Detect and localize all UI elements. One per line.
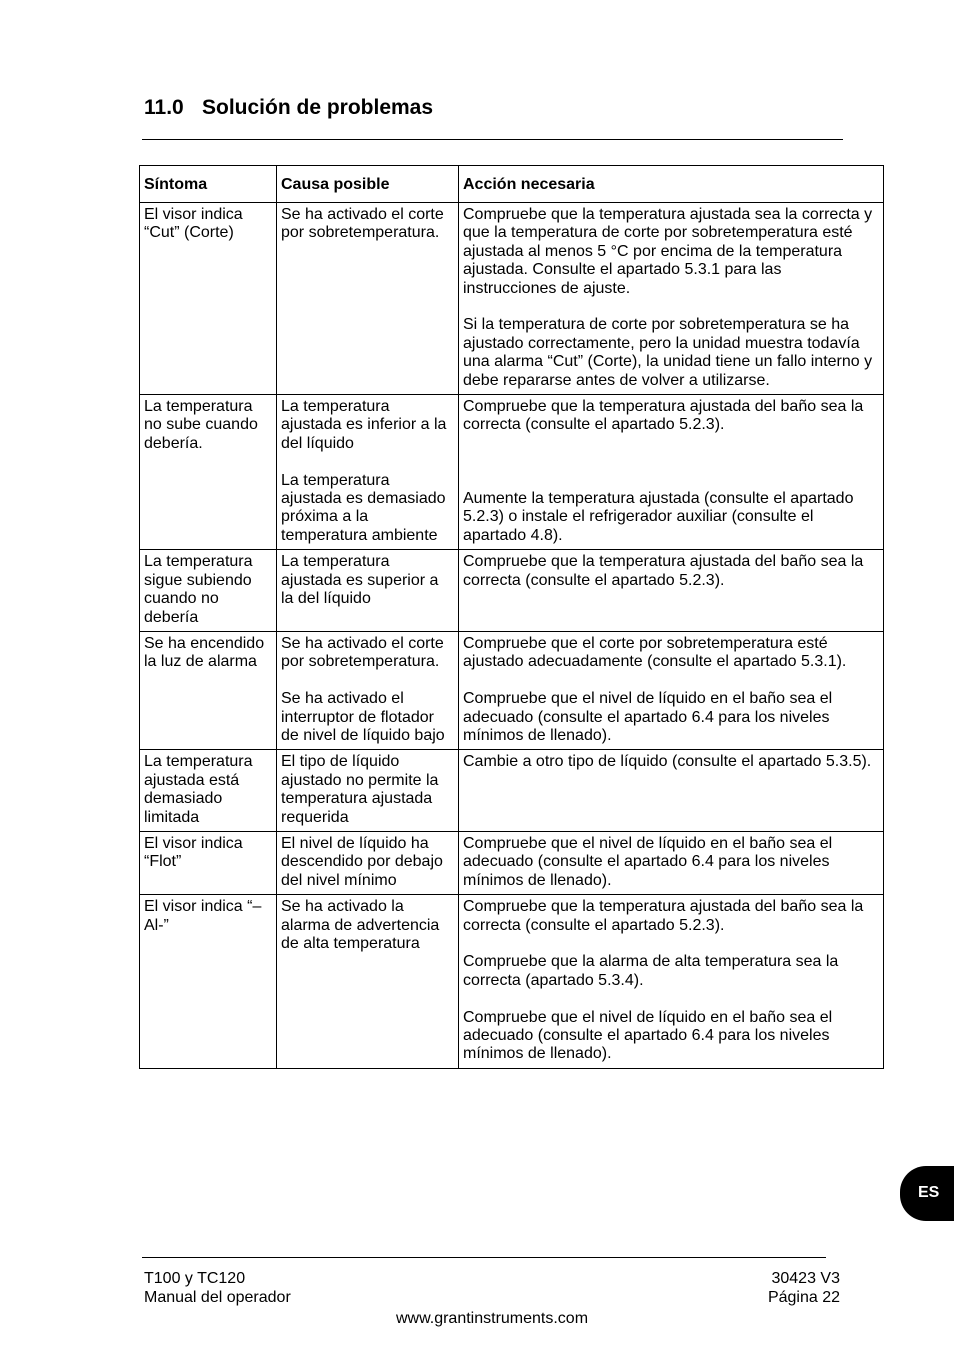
- action-text: Compruebe que la temperatura ajustada del baño sea la correcta (consulte el apartado 5.2.3).: [463, 553, 864, 589]
- cause-text: Se ha activado el corte por sobretemperatura.: [281, 634, 444, 671]
- language-tab-label: ES: [918, 1184, 940, 1201]
- cause-text: La temperatura ajustada es superior a la del líquido: [281, 553, 439, 608]
- footer-left: [144, 1269, 291, 1307]
- action-text: Cambie a otro tipo de líquido (consulte el apartado 5.3.5).: [463, 753, 872, 771]
- cause-cell: [277, 750, 459, 832]
- footer-right: [758, 1269, 840, 1307]
- heading-rule: [142, 139, 843, 140]
- table-row: [140, 631, 884, 749]
- spacer: [463, 435, 879, 490]
- table-row: [140, 895, 884, 1069]
- section-number: 11.0: [144, 96, 184, 119]
- section-heading: [144, 96, 433, 120]
- action-text: Compruebe que la temperatura ajustada del baño sea la correcta (consulte el apartado 5.2.3).: [463, 398, 864, 434]
- cause-text: Se ha activado el interruptor de flotador de nivel de líquido bajo: [281, 690, 445, 744]
- cause-cell: [277, 895, 459, 1069]
- symptom-cell: El visor indica “Cut” (Corte): [140, 203, 277, 395]
- action-text: Si la temperatura de corte por sobretemperatura se ha ajustado correctamente, pero la unidad muestra todavía una alarma “Cut” (Corte), la unidad tiene un fallo interno y debe repararse antes de volver a utilizarse.: [463, 316, 873, 389]
- table-row: [140, 750, 884, 832]
- action-text: Compruebe que el nivel de líquido en el baño sea el adecuado (consulte el apartado 6.4 para los niveles mínimos de llenado).: [463, 690, 833, 744]
- action-cell: [459, 395, 884, 550]
- language-tab: [900, 1166, 954, 1221]
- troubleshooting-table: [139, 165, 884, 1069]
- cause-text: La temperatura ajustada es inferior a la del líquido: [281, 398, 447, 452]
- action-cell: [459, 750, 884, 832]
- cause-cell: [277, 395, 459, 550]
- action-cell: [459, 550, 884, 632]
- cause-cell: [277, 550, 459, 632]
- action-text: Compruebe que la temperatura ajustada sea la correcta y que la temperatura de corte por sobretemperatura esté ajustada al menos 5 °C por encima de la temperatura ajustada. Consulte el apartado 5.3.1 para las instrucciones de ajuste.: [463, 206, 873, 297]
- symptom-cell: La temperatura ajustada está demasiado limitada: [140, 750, 277, 832]
- table-row: [140, 831, 884, 894]
- table-row: [140, 395, 884, 550]
- action-cell: [459, 895, 884, 1069]
- footer-url: www.grantinstruments.com: [395, 1310, 589, 1327]
- header-action: Acción necesaria: [459, 166, 884, 203]
- cause-cell: [277, 831, 459, 894]
- symptom-cell: La temperatura sigue subiendo cuando no debería: [140, 550, 277, 632]
- action-text: Compruebe que el nivel de líquido en el baño sea el adecuado (consulte el apartado 6.4 para los niveles mínimos de llenado).: [463, 834, 833, 889]
- footer-page-number: Página 22: [767, 1289, 840, 1306]
- action-cell: [459, 831, 884, 894]
- symptom-cell: El visor indica “Flot”: [140, 831, 277, 894]
- cause-cell: [277, 203, 459, 395]
- action-text: Compruebe que el corte por sobretemperatura esté ajustado adecuadamente (consulte el apartado 5.3.1).: [463, 634, 847, 671]
- cause-cell: [277, 631, 459, 749]
- table-row: [140, 550, 884, 632]
- header-symptom: Síntoma: [140, 166, 277, 203]
- action-text: Compruebe que el nivel de líquido en el baño sea el adecuado (consulte el apartado 6.4 para los niveles mínimos de llenado).: [463, 1008, 833, 1063]
- symptom-cell: Se ha encendido la luz de alarma: [140, 631, 277, 749]
- cause-text: El nivel de líquido ha descendido por debajo del nivel mínimo: [281, 834, 443, 889]
- footer-manual: Manual del operador: [144, 1289, 291, 1306]
- cause-text: La temperatura ajustada es demasiado próxima a la temperatura ambiente: [281, 471, 446, 544]
- footer-doc-code: 30423 V3: [771, 1270, 840, 1287]
- action-text: Compruebe que la temperatura ajustada del baño sea la correcta (consulte el apartado 5.2.3).: [463, 898, 864, 934]
- section-title: Solución de problemas: [202, 96, 434, 119]
- symptom-cell: La temperatura no sube cuando debería.: [140, 395, 277, 550]
- cause-text: El tipo de líquido ajustado no permite la temperatura ajustada requerida: [281, 753, 439, 826]
- symptom-cell: El visor indica “–Al-”: [140, 895, 277, 1069]
- header-cause: Causa posible: [277, 166, 459, 203]
- footer-product: T100 y TC120: [144, 1270, 246, 1287]
- cause-text: Se ha activado la alarma de advertencia de alta temperatura: [281, 898, 440, 952]
- cause-text: Se ha activado el corte por sobretemperatura.: [281, 206, 444, 242]
- footer-rule: [142, 1257, 826, 1258]
- action-text: Aumente la temperatura ajustada (consulte el apartado 5.2.3) o instale el refrigerador auxiliar (consulte el apartado 4.8).: [463, 489, 854, 544]
- action-cell: [459, 203, 884, 395]
- action-text: Compruebe que la alarma de alta temperatura sea la correcta (apartado 5.3.4).: [463, 953, 839, 989]
- table-header-row: [140, 166, 884, 203]
- table-row: [140, 203, 884, 395]
- action-cell: [459, 631, 884, 749]
